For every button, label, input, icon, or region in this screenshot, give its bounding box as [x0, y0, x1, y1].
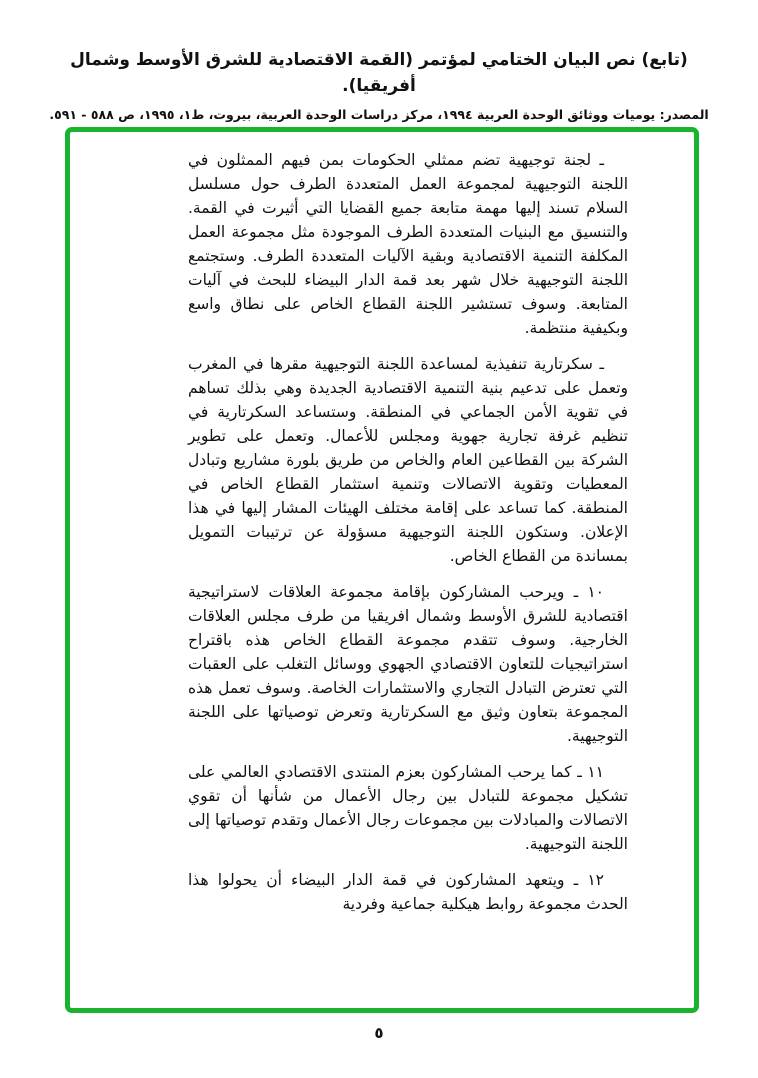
paragraph-item-11: ١١ ـ كما يرحب المشاركون بعزم المنتدى الاقتصادي العالمي على تشكيل مجموعة للتبادل بين رجال الأعمال من شأنها أن تقوي الاتصالات والمبادلات بين مجموعات رجال الأعمال وتقدم توصياتها إلى اللجنة التوجيهية. [188, 763, 628, 853]
quoted-text-frame [65, 127, 699, 1013]
paragraph-item-12: ١٢ ـ ويتعهد المشاركون في قمة الدار البيضاء أن يحولوا هذا الحدث مجموعة روابط هيكلية جماعية وفردية [188, 871, 628, 913]
body-text-column [70, 132, 694, 916]
page-number: ٥ [374, 1024, 384, 1042]
source-citation: المصدر: يوميات ووثائق الوحدة العربية ١٩٩٤، مركز دراسات الوحدة العربية، بيروت، ط١، ١٩٩٥، ص ٥٨٨ - ٥٩١. [49, 107, 709, 122]
paragraph-item-10: ١٠ ـ ويرحب المشاركون بإقامة مجموعة العلاقات لاستراتيجية اقتصادية للشرق الأوسط وشمال افريقيا من طرف مجلس العلاقات الخارجية. وسوف تتقدم مجموعة القطاع الخاص هذه باقتراح استراتيجيات للتعاون الاقتصادي الجهوي ووسائل التغلب على العقبات التي تعترض التبادل التجاري والاستثمارات الخاصة. وسوف تعمل هذه المجموعة بتعاون وثيق مع السكرتارية وتعرض توصياتها على اللجنة التوجيهية. [188, 583, 628, 745]
page-header [0, 48, 758, 124]
document-title: (تابع) نص البيان الختامي لمؤتمر (القمة الاقتصادية للشرق الأوسط وشمال أفريقيا). [70, 50, 688, 96]
paragraph-steering-committee: ـ لجنة توجيهية تضم ممثلي الحكومات بمن فيهم الممثلون في اللجنة التوجيهية لمجموعة العمل المتعددة الطرف حول مسلسل السلام تسند إليها مهمة متابعة جميع القضايا التي أثيرت في القمة. والتنسيق مع البنيات المتعددة الطرف الموجودة مثل مجموعة العمل المكلفة التنمية الاقتصادية وبقية الآليات المتعددة الطرف. وستجتمع اللجنة التوجيهية خلال شهر بعد قمة الدار البيضاء للبحث في آليات المتابعة. وسوف تستشير اللجنة القطاع الخاص على نطاق واسع وبكيفية منتظمة. [188, 151, 628, 337]
paragraph-executive-secretariat: ـ سكرتارية تنفيذية لمساعدة اللجنة التوجيهية مقرها في المغرب وتعمل على تدعيم بنية التنمية الاقتصادية الجديدة وهي بذلك تساهم في تقوية الأمن الجماعي في المنطقة. وستساعد السكرتارية في تنظيم غرفة تجارية جهوية ومجلس للأعمال. وتعمل على تطوير الشركة بين القطاعين العام والخاص من طريق بلورة مشاريع وتبادل المعطيات وتقوية الاتصالات وتنمية استثمار القطاع الخاص في المنطقة. كما تساعد على إقامة مختلف الهيئات المشار إليها في هذا الإعلان. وستكون اللجنة التوجيهية مسؤولة عن ترتيبات التمويل بمساندة من القطاع الخاص. [188, 355, 628, 565]
